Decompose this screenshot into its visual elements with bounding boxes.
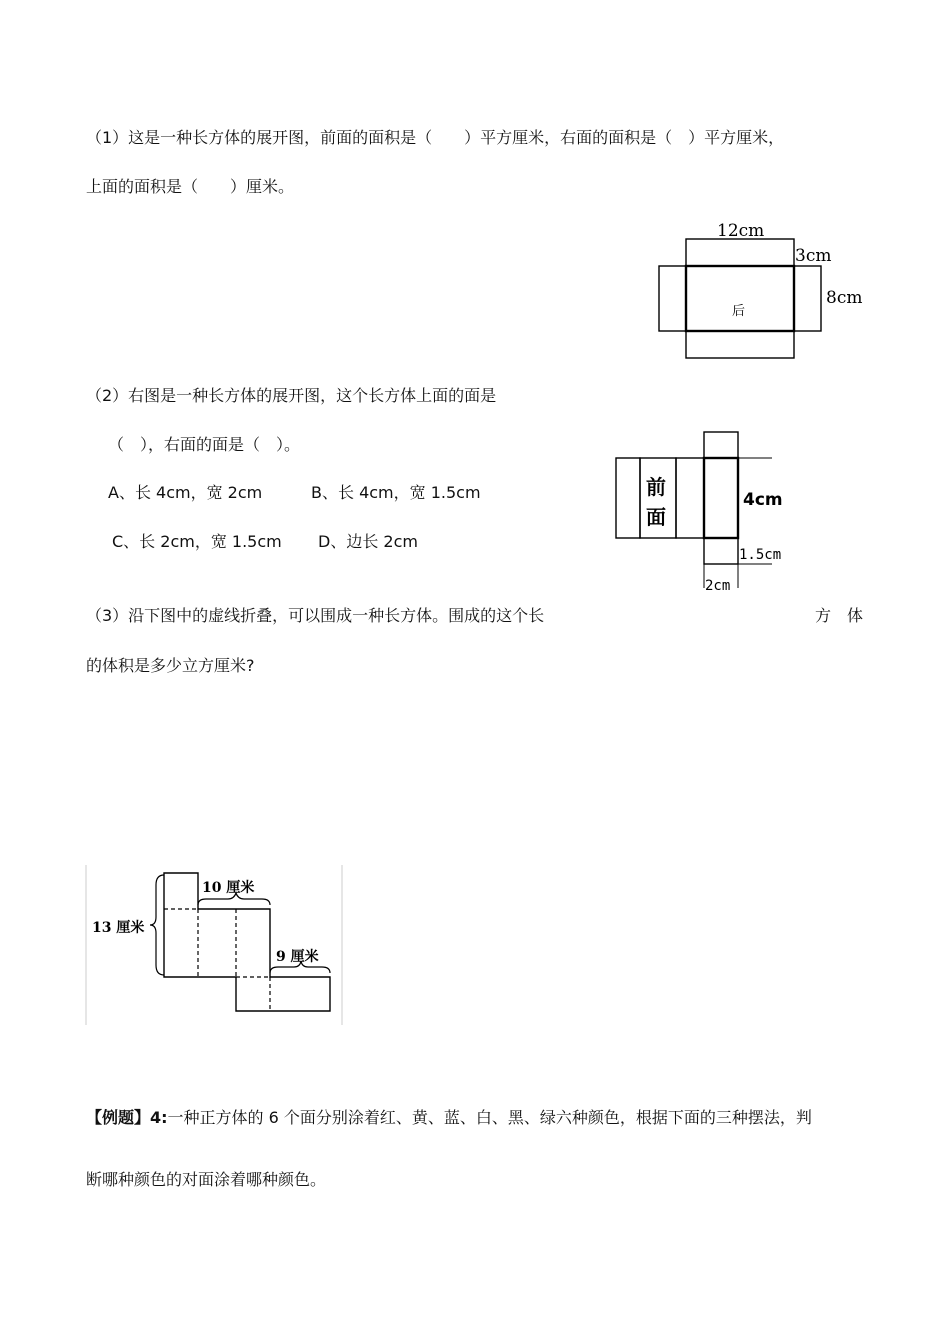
q1-net-figure xyxy=(655,218,875,363)
q3-label-9: 9 厘米 xyxy=(276,949,319,965)
q3-line-2: 的体积是多少立方厘米? xyxy=(86,656,255,675)
q3-label-10: 10 厘米 xyxy=(202,880,255,896)
q2-net-top-face xyxy=(704,432,738,458)
q3-line-1-tail: 方 体 xyxy=(815,606,864,625)
q2-label-1-5cm: 1.5cm xyxy=(739,547,782,563)
q2-line-1: （2）右图是一种长方体的展开图，这个长方体上面的面是 xyxy=(86,386,497,405)
q1-label-8cm: 8cm xyxy=(826,288,863,308)
q2-label-4cm: 4cm xyxy=(743,490,783,510)
example4-tag: 【例题】4: xyxy=(86,1108,168,1127)
q2-line-2: （ ），右面的面是（ ）。 xyxy=(108,435,301,454)
q3-line-1: （3）沿下图中的虚线折叠，可以围成一种长方体。围成的这个长 xyxy=(86,606,545,625)
q1-net-left-face xyxy=(659,266,686,331)
q1-label-3cm: 3cm xyxy=(795,246,832,266)
q2-option-c: C、长 2cm，宽 1.5cm xyxy=(112,532,282,551)
q2-net-bottom-face xyxy=(704,458,738,538)
q2-net-lower-face xyxy=(704,538,738,564)
q2-option-d: D、边长 2cm xyxy=(318,532,418,551)
q2-net-figure xyxy=(612,428,802,596)
example4-line-2: 断哪种颜色的对面涂着哪种颜色。 xyxy=(86,1170,327,1189)
q2-net-left-strip xyxy=(616,458,640,538)
q1-line-2: 上面的面积是（ ）厘米。 xyxy=(86,177,295,196)
q2-label-2cm: 2cm xyxy=(705,578,731,594)
q1-net-right-face xyxy=(794,266,821,331)
q1-net-back-face xyxy=(686,266,794,331)
q1-label-12cm: 12cm xyxy=(717,221,765,241)
q1-net-top-face xyxy=(686,239,794,266)
q2-option-a: A、长 4cm，宽 2cm xyxy=(108,483,263,502)
example4-line-1 xyxy=(86,1108,812,1128)
q2-net-side-face xyxy=(676,458,704,538)
q1-net-bottom-face xyxy=(686,331,794,358)
q1-label-back: 后 xyxy=(732,304,746,319)
q1-line-1: （1）这是一种长方体的展开图，前面的面积是（ ）平方厘米，右面的面积是（ ）平方厘米， xyxy=(86,128,785,147)
q2-label-front-1: 前 xyxy=(646,475,666,499)
q3-net-figure xyxy=(86,865,344,1027)
example4-text-1: 一种正方体的 6 个面分别涂着红、黄、蓝、白、黑、绿六种颜色，根据下面的三种摆法，判 xyxy=(167,1108,812,1127)
q2-option-b: B、长 4cm，宽 1.5cm xyxy=(311,483,481,502)
q2-label-front-2: 面 xyxy=(646,505,666,529)
q3-label-13: 13 厘米 xyxy=(92,920,145,936)
